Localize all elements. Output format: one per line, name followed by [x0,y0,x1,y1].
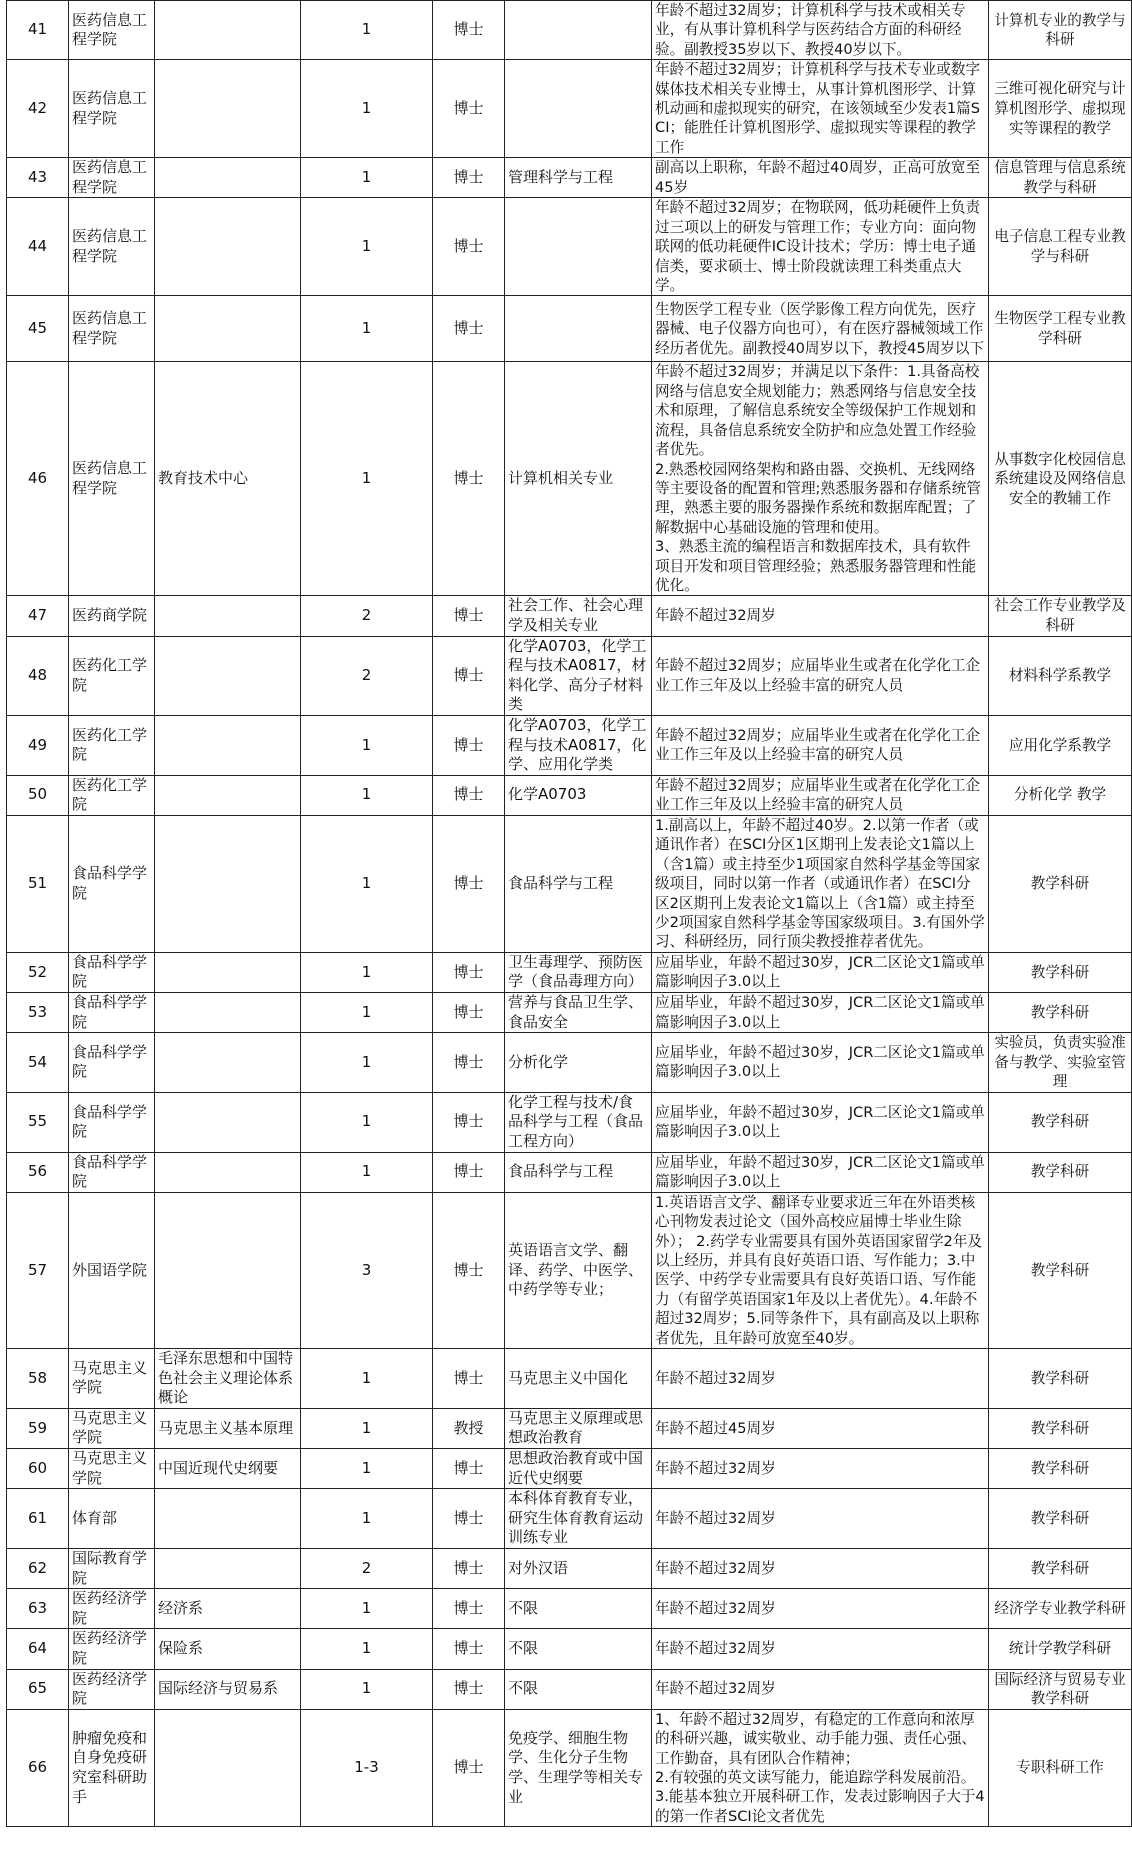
college-cell: 医药化工学院 [69,775,155,815]
requirements-cell: 应届毕业，年龄不超过30岁，JCR二区论文1篇或单篇影响因子3.0以上 [652,1092,989,1152]
table-row [7,198,1132,296]
table-row [7,1092,1132,1152]
degree-cell: 教授 [433,1408,505,1448]
duty-cell: 教学科研 [989,1489,1132,1549]
headcount-cell: 1 [301,158,433,198]
headcount-cell: 1 [301,296,433,362]
degree-cell: 博士 [433,1152,505,1192]
row-number-cell: 52 [7,952,69,992]
department-cell: 中国近现代史纲要 [155,1449,301,1489]
headcount-cell: 1 [301,362,433,596]
requirements-cell: 1.英语语言文学、翻译专业要求近三年在外语类核心刊物发表过论文（国外高校应届博士毕业生除外）； 2.药学专业需要具有国外英语国家留学2年及以上经历，并具有良好英语口语、写作能力；3.中医学、中药学专业需要具有良好英语口语、写作能力（有留学英语国家1年及以上者优先）。4.年龄不超过32周岁；5.同等条件下，具有副高及以上职称者优先，且年龄可放宽至40岁。 [652,1192,989,1348]
college-cell: 医药信息工程学院 [69,158,155,198]
degree-cell: 博士 [433,60,505,158]
degree-cell: 博士 [433,1489,505,1549]
headcount-cell: 1 [301,952,433,992]
department-cell [155,1033,301,1093]
degree-cell: 博士 [433,636,505,715]
major-cell [505,1,652,60]
degree-cell: 博士 [433,952,505,992]
major-cell: 化学A0703，化学工程与技术A0817，化学、应用化学类 [505,715,652,775]
college-cell: 食品科学学院 [69,952,155,992]
major-cell: 社会工作、社会心理学及相关专业 [505,596,652,636]
college-cell: 食品科学学院 [69,1152,155,1192]
table-row [7,775,1132,815]
major-cell [505,296,652,362]
duty-cell: 经济学专业教学科研 [989,1589,1132,1629]
table-row [7,1408,1132,1448]
requirements-cell: 年龄不超过32周岁；计算机科学与技术专业或数字媒体技术相关专业博士，从事计算机图形学、计算机动画和虚拟现实的研究，在该领域至少发表1篇SCI；能胜任计算机图形学、虚拟现实等课程的教学工作 [652,60,989,158]
row-number-cell: 55 [7,1092,69,1152]
row-number-cell: 63 [7,1589,69,1629]
department-cell: 教育技术中心 [155,362,301,596]
degree-cell: 博士 [433,362,505,596]
requirements-cell: 1、年龄不超过32周岁，有稳定的工作意向和浓厚的科研兴趣，诚实敬业、动手能力强、责任心强、工作勤奋，具有团队合作精神； 2.有较强的英文读写能力，能追踪学科发展前沿。 3.能基本独立开展科研工作，发表过影响因子大于4的第一作者SCI论文者优先 [652,1709,989,1826]
duty-cell: 社会工作专业教学及科研 [989,596,1132,636]
college-cell: 医药信息工程学院 [69,198,155,296]
requirements-cell: 应届毕业，年龄不超过30岁，JCR二区论文1篇或单篇影响因子3.0以上 [652,1152,989,1192]
headcount-cell: 2 [301,636,433,715]
duty-cell: 国际经济与贸易专业教学科研 [989,1669,1132,1709]
degree-cell: 博士 [433,1449,505,1489]
degree-cell: 博士 [433,596,505,636]
requirements-cell: 年龄不超过32周岁 [652,1449,989,1489]
major-cell: 不限 [505,1629,652,1669]
requirements-cell: 应届毕业，年龄不超过30岁，JCR二区论文1篇或单篇影响因子3.0以上 [652,1033,989,1093]
degree-cell: 博士 [433,1349,505,1409]
major-cell: 化学工程与技术/食品科学与工程（食品工程方向） [505,1092,652,1152]
department-cell [155,952,301,992]
duty-cell: 分析化学 教学 [989,775,1132,815]
college-cell: 医药经济学院 [69,1629,155,1669]
degree-cell: 博士 [433,992,505,1032]
requirements-cell: 年龄不超过32周岁 [652,596,989,636]
row-number-cell: 61 [7,1489,69,1549]
row-number-cell: 41 [7,1,69,60]
college-cell: 医药信息工程学院 [69,362,155,596]
table-row [7,815,1132,952]
requirements-cell: 年龄不超过32周岁 [652,1489,989,1549]
row-number-cell: 42 [7,60,69,158]
headcount-cell: 1 [301,1152,433,1192]
row-number-cell: 46 [7,362,69,596]
duty-cell: 专职科研工作 [989,1709,1132,1826]
college-cell: 食品科学学院 [69,815,155,952]
table-row [7,1152,1132,1192]
major-cell: 管理科学与工程 [505,158,652,198]
requirements-cell: 副高以上职称，年龄不超过40周岁，正高可放宽至45岁 [652,158,989,198]
requirements-cell: 应届毕业，年龄不超过30岁，JCR二区论文1篇或单篇影响因子3.0以上 [652,952,989,992]
major-cell [505,198,652,296]
college-cell: 马克思主义学院 [69,1349,155,1409]
degree-cell: 博士 [433,1033,505,1093]
major-cell: 食品科学与工程 [505,815,652,952]
requirements-cell: 应届毕业，年龄不超过30岁，JCR二区论文1篇或单篇影响因子3.0以上 [652,992,989,1032]
requirements-cell: 年龄不超过32周岁 [652,1349,989,1409]
duty-cell: 教学科研 [989,952,1132,992]
headcount-cell: 1 [301,198,433,296]
table-row [7,1192,1132,1348]
major-cell: 马克思主义原理或思想政治教育 [505,1408,652,1448]
table-row [7,596,1132,636]
requirements-cell: 年龄不超过45周岁 [652,1408,989,1448]
degree-cell: 博士 [433,1629,505,1669]
headcount-cell: 1 [301,1669,433,1709]
table-row [7,715,1132,775]
headcount-cell: 1 [301,775,433,815]
row-number-cell: 49 [7,715,69,775]
headcount-cell: 1 [301,1489,433,1549]
department-cell [155,636,301,715]
college-cell: 医药信息工程学院 [69,1,155,60]
headcount-cell: 1 [301,1,433,60]
college-cell: 食品科学学院 [69,992,155,1032]
major-cell: 对外汉语 [505,1549,652,1589]
college-cell: 医药化工学院 [69,636,155,715]
degree-cell: 博士 [433,296,505,362]
department-cell: 毛泽东思想和中国特色社会主义理论体系概论 [155,1349,301,1409]
duty-cell: 教学科研 [989,815,1132,952]
requirements-cell: 年龄不超过32周岁；应届毕业生或者在化学化工企业工作三年及以上经验丰富的研究人员 [652,775,989,815]
row-number-cell: 47 [7,596,69,636]
degree-cell: 博士 [433,1549,505,1589]
degree-cell: 博士 [433,715,505,775]
duty-cell: 教学科研 [989,1408,1132,1448]
headcount-cell: 1 [301,992,433,1032]
duty-cell: 教学科研 [989,1349,1132,1409]
duty-cell: 实验员，负责实验准备与教学、实验室管理 [989,1033,1132,1093]
major-cell: 不限 [505,1669,652,1709]
requirements-cell: 年龄不超过32周岁；应届毕业生或者在化学化工企业工作三年及以上经验丰富的研究人员 [652,636,989,715]
college-cell: 体育部 [69,1489,155,1549]
major-cell: 马克思主义中国化 [505,1349,652,1409]
department-cell [155,992,301,1032]
table-row [7,1629,1132,1669]
row-number-cell: 57 [7,1192,69,1348]
table-row [7,952,1132,992]
headcount-cell: 1 [301,715,433,775]
table-row [7,1349,1132,1409]
headcount-cell: 1 [301,1092,433,1152]
requirements-cell: 年龄不超过32周岁；并满足以下条件：1.具备高校网络与信息安全规划能力；熟悉网络与信息安全技术和原理，了解信息系统安全等级保护工作规划和流程，具备信息系统安全防护和应急处置工作经验者优先。 2.熟悉校园网络架构和路由器、交换机、无线网络等主要设备的配置和管理;熟悉服务器和存储系统管理，熟悉主要的服务器操作系统和数据库配置；了解数据中心基础设施的管理和使用。 3、熟悉主流的编程语言和数据库技术，具有软件项目开发和项目管理经验；熟悉服务器管理和性能优化。 [652,362,989,596]
requirements-cell: 1.副高以上，年龄不超过40岁。2.以第一作者（或通讯作者）在SCI分区1区期刊上发表论文1篇以上（含1篇）或主持至少1项国家自然科学基金等国家级项目，同时以第一作者（或通讯作者）在SCI分区2区期刊上发表论文1篇以上（含1篇）或主持至少2项国家自然科学基金等国家级项目。3.有国外学习、科研经历，同行顶尖教授推荐者优先。 [652,815,989,952]
major-cell: 计算机相关专业 [505,362,652,596]
major-cell [505,60,652,158]
duty-cell: 教学科研 [989,992,1132,1032]
department-cell [155,1549,301,1589]
row-number-cell: 50 [7,775,69,815]
table-row [7,296,1132,362]
degree-cell: 博士 [433,1589,505,1629]
row-number-cell: 60 [7,1449,69,1489]
major-cell: 营养与食品卫生学、食品安全 [505,992,652,1032]
major-cell: 本科体育教育专业，研究生体育教育运动训练专业 [505,1489,652,1549]
college-cell: 医药商学院 [69,596,155,636]
department-cell [155,1152,301,1192]
table-row [7,1669,1132,1709]
department-cell [155,596,301,636]
college-cell: 食品科学学院 [69,1092,155,1152]
college-cell: 肿瘤免疫和自身免疫研究室科研助手 [69,1709,155,1826]
duty-cell: 应用化学系教学 [989,715,1132,775]
degree-cell: 博士 [433,198,505,296]
department-cell [155,1092,301,1152]
row-number-cell: 43 [7,158,69,198]
college-cell: 国际教育学院 [69,1549,155,1589]
major-cell: 食品科学与工程 [505,1152,652,1192]
college-cell: 外国语学院 [69,1192,155,1348]
department-cell [155,1709,301,1826]
degree-cell: 博士 [433,1669,505,1709]
headcount-cell: 1 [301,1408,433,1448]
table-row [7,1709,1132,1826]
major-cell: 不限 [505,1589,652,1629]
degree-cell: 博士 [433,1709,505,1826]
requirements-cell: 年龄不超过32周岁 [652,1669,989,1709]
department-cell [155,158,301,198]
major-cell: 英语语言文学、翻译、药学、中医学、中药学等专业； [505,1192,652,1348]
row-number-cell: 56 [7,1152,69,1192]
department-cell [155,775,301,815]
headcount-cell: 1 [301,1349,433,1409]
college-cell: 马克思主义学院 [69,1449,155,1489]
table-row [7,1033,1132,1093]
row-number-cell: 53 [7,992,69,1032]
table-row [7,1,1132,60]
table-row [7,636,1132,715]
recruitment-table-page [6,0,1126,1856]
table-row [7,1489,1132,1549]
duty-cell: 电子信息工程专业教学与科研 [989,198,1132,296]
table-row [7,1549,1132,1589]
major-cell: 分析化学 [505,1033,652,1093]
duty-cell: 三维可视化研究与计算机图形学、虚拟现实等课程的教学 [989,60,1132,158]
requirements-cell: 年龄不超过32周岁 [652,1549,989,1589]
department-cell [155,1,301,60]
headcount-cell: 1 [301,815,433,952]
duty-cell: 教学科研 [989,1152,1132,1192]
department-cell: 马克思主义基本原理 [155,1408,301,1448]
row-number-cell: 54 [7,1033,69,1093]
row-number-cell: 62 [7,1549,69,1589]
requirements-cell: 年龄不超过32周岁；计算机科学与技术或相关专业，有从事计算机科学与医药结合方面的科研经验。副教授35岁以下、教授40岁以下。 [652,1,989,60]
table-row [7,60,1132,158]
row-number-cell: 44 [7,198,69,296]
row-number-cell: 65 [7,1669,69,1709]
headcount-cell: 2 [301,596,433,636]
degree-cell: 博士 [433,1,505,60]
duty-cell: 从事数字化校园信息系统建设及网络信息安全的教辅工作 [989,362,1132,596]
major-cell: 免疫学、细胞生物学、生化分子生物学、生理学等相关专业 [505,1709,652,1826]
department-cell: 国际经济与贸易系 [155,1669,301,1709]
table-row [7,1589,1132,1629]
requirements-cell: 生物医学工程专业（医学影像工程方向优先，医疗器械、电子仪器方向也可），有在医疗器械领域工作经历者优先。副教授40周岁以下，教授45周岁以下 [652,296,989,362]
degree-cell: 博士 [433,815,505,952]
row-number-cell: 45 [7,296,69,362]
duty-cell: 信息管理与信息系统教学与科研 [989,158,1132,198]
duty-cell: 教学科研 [989,1192,1132,1348]
department-cell [155,1192,301,1348]
college-cell: 食品科学学院 [69,1033,155,1093]
department-cell [155,296,301,362]
row-number-cell: 66 [7,1709,69,1826]
degree-cell: 博士 [433,1092,505,1152]
headcount-cell: 1-3 [301,1709,433,1826]
duty-cell: 材料科学系教学 [989,636,1132,715]
duty-cell: 统计学教学科研 [989,1629,1132,1669]
degree-cell: 博士 [433,1192,505,1348]
college-cell: 医药经济学院 [69,1589,155,1629]
major-cell: 化学A0703，化学工程与技术A0817，材料化学、高分子材料类 [505,636,652,715]
headcount-cell: 1 [301,1449,433,1489]
row-number-cell: 64 [7,1629,69,1669]
college-cell: 医药化工学院 [69,715,155,775]
degree-cell: 博士 [433,775,505,815]
table-row [7,1449,1132,1489]
requirements-cell: 年龄不超过32周岁；应届毕业生或者在化学化工企业工作三年及以上经验丰富的研究人员 [652,715,989,775]
college-cell: 医药信息工程学院 [69,296,155,362]
duty-cell: 教学科研 [989,1449,1132,1489]
duty-cell: 教学科研 [989,1092,1132,1152]
major-cell: 化学A0703 [505,775,652,815]
headcount-cell: 1 [301,1033,433,1093]
major-cell: 思想政治教育或中国近代史纲要 [505,1449,652,1489]
duty-cell: 生物医学工程专业教学科研 [989,296,1132,362]
requirements-cell: 年龄不超过32周岁 [652,1629,989,1669]
table-row [7,362,1132,596]
row-number-cell: 51 [7,815,69,952]
headcount-cell: 1 [301,1589,433,1629]
department-cell [155,715,301,775]
degree-cell: 博士 [433,158,505,198]
requirements-cell: 年龄不超过32周岁；在物联网，低功耗硬件上负责过三项以上的研发与管理工作；专业方向：面向物联网的低功耗硬件IC设计技术；学历：博士电子通信类，要求硕士、博士阶段就读理工科类重点大学。 [652,198,989,296]
headcount-cell: 2 [301,1549,433,1589]
department-cell [155,815,301,952]
headcount-cell: 1 [301,1629,433,1669]
department-cell [155,60,301,158]
headcount-cell: 3 [301,1192,433,1348]
recruitment-table [6,0,1132,1827]
major-cell: 卫生毒理学、预防医学（食品毒理方向） [505,952,652,992]
headcount-cell: 1 [301,60,433,158]
department-cell [155,1489,301,1549]
row-number-cell: 48 [7,636,69,715]
college-cell: 马克思主义学院 [69,1408,155,1448]
requirements-cell: 年龄不超过32周岁 [652,1589,989,1629]
department-cell: 保险系 [155,1629,301,1669]
college-cell: 医药经济学院 [69,1669,155,1709]
department-cell: 经济系 [155,1589,301,1629]
row-number-cell: 59 [7,1408,69,1448]
table-row [7,158,1132,198]
table-row [7,992,1132,1032]
department-cell [155,198,301,296]
duty-cell: 计算机专业的教学与科研 [989,1,1132,60]
college-cell: 医药信息工程学院 [69,60,155,158]
row-number-cell: 58 [7,1349,69,1409]
duty-cell: 教学科研 [989,1549,1132,1589]
